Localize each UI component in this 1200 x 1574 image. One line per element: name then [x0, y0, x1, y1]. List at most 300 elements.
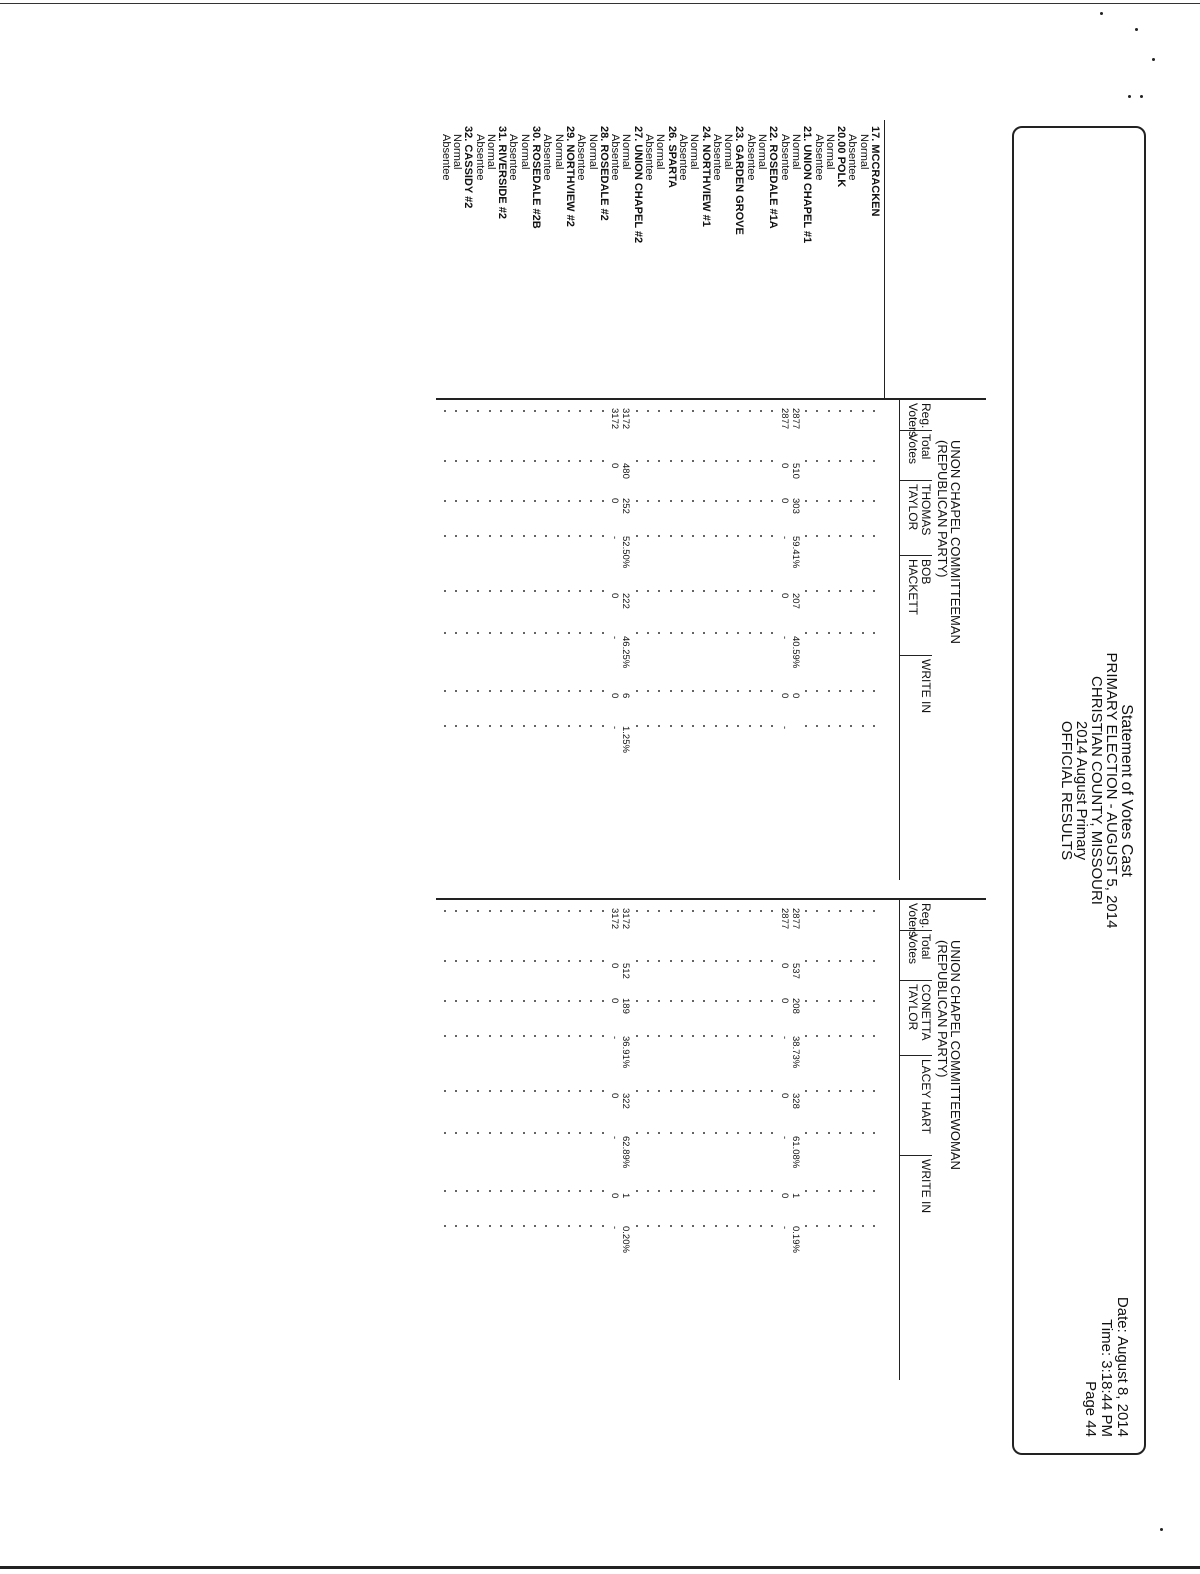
title-line: Statement of Votes Cast	[1118, 704, 1135, 877]
placeholder-dot	[681, 1035, 683, 1037]
placeholder-dot	[850, 1090, 852, 1092]
placeholder-dot	[602, 960, 604, 962]
result-row	[790, 400, 801, 880]
placeholder-dot	[749, 1132, 751, 1134]
placeholder-dot	[658, 725, 660, 727]
placeholder-dot	[862, 1000, 864, 1002]
placeholder-dot	[692, 1225, 694, 1227]
placeholder-dot	[500, 690, 502, 692]
placeholder-dot	[545, 535, 547, 537]
placeholder-dot	[568, 460, 570, 462]
placeholder-dot	[489, 725, 491, 727]
result-row	[812, 400, 823, 880]
placeholder-dot	[681, 910, 683, 912]
placeholder-dot	[511, 460, 513, 462]
placeholder-dot	[444, 632, 446, 634]
result-row	[541, 900, 552, 1380]
placeholder-dot	[636, 1000, 638, 1002]
placeholder-dot	[737, 1190, 739, 1192]
precinct-name: 17. MCCRACKEN	[869, 126, 881, 217]
result-row	[575, 400, 586, 880]
placeholder-dot	[862, 1035, 864, 1037]
placeholder-dot	[500, 535, 502, 537]
placeholder-dot	[828, 410, 830, 412]
precinct-subrow-label: Normal	[518, 134, 531, 170]
contest-title	[936, 440, 962, 644]
placeholder-dot	[726, 1000, 728, 1002]
placeholder-dot	[862, 1225, 864, 1227]
placeholder-dot	[523, 690, 525, 692]
placeholder-dot	[817, 460, 819, 462]
placeholder-dot	[670, 690, 672, 692]
placeholder-dot	[715, 725, 717, 727]
placeholder-dot	[805, 535, 807, 537]
placeholder-dot	[444, 590, 446, 592]
placeholder-dot	[737, 1225, 739, 1227]
result-value: 0	[609, 998, 621, 1004]
result-row	[665, 900, 676, 1380]
placeholder-dot	[478, 1190, 480, 1192]
placeholder-dot	[579, 1000, 581, 1002]
placeholder-dot	[715, 1132, 717, 1134]
result-row	[564, 400, 575, 880]
placeholder-dot	[670, 590, 672, 592]
precinct-subrow-label: Normal	[688, 134, 701, 170]
placeholder-dot	[862, 500, 864, 502]
result-row	[439, 400, 450, 880]
placeholder-dot	[557, 590, 559, 592]
placeholder-dot	[557, 410, 559, 412]
placeholder-dot	[455, 460, 457, 462]
placeholder-dot	[805, 410, 807, 412]
placeholder-dot	[670, 725, 672, 727]
result-row	[767, 900, 778, 1380]
precinct-subrow-label: Normal	[756, 134, 769, 170]
placeholder-dot	[771, 1000, 773, 1002]
result-value: 207	[789, 593, 801, 609]
placeholder-dot	[873, 1132, 875, 1134]
placeholder-dot	[444, 535, 446, 537]
placeholder-dot	[839, 1035, 841, 1037]
placeholder-dot	[704, 690, 706, 692]
result-value: 222	[620, 593, 632, 609]
result-value: 2877	[789, 908, 801, 930]
placeholder-dot	[771, 1035, 773, 1037]
precinct-subrow-label: Absentee	[778, 134, 791, 181]
placeholder-dot	[557, 1090, 559, 1092]
placeholder-dot	[602, 632, 604, 634]
result-row	[688, 900, 699, 1380]
placeholder-dot	[737, 1090, 739, 1092]
placeholder-dot	[715, 410, 717, 412]
placeholder-dot	[545, 500, 547, 502]
placeholder-dot	[534, 1190, 536, 1192]
placeholder-dot	[749, 1000, 751, 1002]
placeholder-dot	[873, 960, 875, 962]
result-row	[801, 900, 812, 1380]
result-value: -	[609, 726, 621, 730]
placeholder-dot	[839, 1000, 841, 1002]
result-row	[485, 400, 496, 880]
placeholder-dot	[692, 1035, 694, 1037]
placeholder-dot	[873, 1190, 875, 1192]
result-value: 3172	[620, 408, 632, 430]
placeholder-dot	[466, 910, 468, 912]
result-value: 1	[620, 1193, 632, 1199]
contest-title-line: UNON CHAPEL COMMITTEEMAN	[948, 440, 963, 644]
placeholder-dot	[681, 1225, 683, 1227]
placeholder-dot	[568, 1035, 570, 1037]
placeholder-dot	[602, 1225, 604, 1227]
column-header	[900, 1055, 932, 1134]
placeholder-dot	[704, 1132, 706, 1134]
placeholder-dot	[444, 410, 446, 412]
placeholder-dot	[466, 410, 468, 412]
placeholder-dot	[760, 1132, 762, 1134]
column-header-line: BOB	[919, 559, 933, 585]
placeholder-dot	[636, 535, 638, 537]
report-page-number: Page 44	[1082, 1381, 1099, 1437]
placeholder-dot	[500, 910, 502, 912]
placeholder-dot	[681, 1190, 683, 1192]
placeholder-dot	[828, 1090, 830, 1092]
placeholder-dot	[670, 632, 672, 634]
placeholder-dot	[466, 1035, 468, 1037]
result-row	[756, 400, 767, 880]
result-row	[790, 900, 801, 1380]
column-header	[900, 980, 932, 1040]
placeholder-dot	[749, 410, 751, 412]
placeholder-dot	[760, 1225, 762, 1227]
precinct-subrow-label: Normal	[857, 134, 870, 170]
placeholder-dot	[444, 1190, 446, 1192]
result-value: 0	[778, 1093, 790, 1099]
placeholder-dot	[591, 535, 593, 537]
placeholder-dot	[839, 460, 841, 462]
placeholder-dot	[681, 690, 683, 692]
placeholder-dot	[466, 690, 468, 692]
placeholder-dot	[602, 1035, 604, 1037]
placeholder-dot	[737, 460, 739, 462]
placeholder-dot	[850, 960, 852, 962]
placeholder-dot	[523, 960, 525, 962]
result-value: 0	[609, 463, 621, 469]
column-header-line: CONETTA	[919, 984, 933, 1041]
result-row	[564, 900, 575, 1380]
result-row	[778, 400, 789, 880]
result-value: 2877	[778, 408, 790, 430]
placeholder-dot	[545, 725, 547, 727]
placeholder-dot	[545, 1190, 547, 1192]
placeholder-dot	[670, 960, 672, 962]
placeholder-dot	[681, 460, 683, 462]
placeholder-dot	[466, 460, 468, 462]
placeholder-dot	[850, 1225, 852, 1227]
placeholder-dot	[737, 960, 739, 962]
contest-column-headers	[899, 900, 932, 1380]
result-row	[609, 900, 620, 1380]
placeholder-dot	[850, 910, 852, 912]
placeholder-dot	[726, 535, 728, 537]
result-row	[631, 900, 642, 1380]
placeholder-dot	[681, 500, 683, 502]
placeholder-dot	[545, 960, 547, 962]
column-header-line: WRITE IN	[919, 659, 933, 713]
precinct-subrow-label: Normal	[552, 134, 565, 170]
placeholder-dot	[760, 500, 762, 502]
placeholder-dot	[828, 1035, 830, 1037]
result-value: 512	[620, 963, 632, 979]
placeholder-dot	[704, 1035, 706, 1037]
result-value: 480	[620, 463, 632, 479]
result-value: 0	[609, 963, 621, 969]
precinct-subrow-label: Absentee	[473, 134, 486, 181]
placeholder-dot	[647, 725, 649, 727]
placeholder-dot	[591, 1132, 593, 1134]
placeholder-dot	[805, 460, 807, 462]
placeholder-dot	[500, 590, 502, 592]
placeholder-dot	[545, 590, 547, 592]
placeholder-dot	[692, 500, 694, 502]
result-value: 0	[778, 593, 790, 599]
placeholder-dot	[658, 1190, 660, 1192]
placeholder-dot	[681, 1090, 683, 1092]
placeholder-dot	[647, 460, 649, 462]
placeholder-dot	[534, 1035, 536, 1037]
placeholder-dot	[455, 410, 457, 412]
placeholder-dot	[568, 960, 570, 962]
placeholder-dot	[444, 1035, 446, 1037]
precinct-name: 30. ROSEDALE #2B	[530, 126, 543, 229]
placeholder-dot	[670, 1090, 672, 1092]
placeholder-dot	[478, 1132, 480, 1134]
placeholder-dot	[715, 590, 717, 592]
placeholder-dot	[704, 410, 706, 412]
result-value: 1	[789, 1193, 801, 1199]
placeholder-dot	[658, 1132, 660, 1134]
precinct-subrow-label: Absentee	[812, 134, 825, 181]
title-line: CHRISTIAN COUNTY, MISSOURI	[1088, 676, 1105, 905]
placeholder-dot	[466, 1000, 468, 1002]
placeholder-dot	[828, 535, 830, 537]
result-value: 46.25%	[620, 636, 632, 669]
placeholder-dot	[658, 960, 660, 962]
placeholder-dot	[862, 960, 864, 962]
precinct-name: 32. CASSIDY #2	[462, 126, 475, 209]
placeholder-dot	[726, 500, 728, 502]
result-value: 52.50%	[620, 536, 632, 569]
placeholder-dot	[670, 1190, 672, 1192]
placeholder-dot	[817, 1035, 819, 1037]
result-row	[462, 900, 473, 1380]
placeholder-dot	[647, 1090, 649, 1092]
result-row	[846, 400, 857, 880]
placeholder-dot	[873, 1225, 875, 1227]
result-row	[575, 900, 586, 1380]
placeholder-dot	[817, 1000, 819, 1002]
placeholder-dot	[828, 725, 830, 727]
result-row	[654, 900, 665, 1380]
placeholder-dot	[873, 690, 875, 692]
placeholder-dot	[670, 410, 672, 412]
placeholder-dot	[839, 1090, 841, 1092]
placeholder-dot	[455, 1035, 457, 1037]
precinct-subrow-label: Normal	[722, 134, 735, 170]
placeholder-dot	[760, 535, 762, 537]
column-header-line: HACKETT	[906, 559, 920, 616]
placeholder-dot	[636, 590, 638, 592]
result-value: 0	[609, 498, 621, 504]
placeholder-dot	[658, 1090, 660, 1092]
placeholder-dot	[715, 535, 717, 537]
placeholder-dot	[850, 632, 852, 634]
placeholder-dot	[647, 690, 649, 692]
result-row	[620, 400, 631, 880]
result-row	[857, 400, 868, 880]
placeholder-dot	[602, 1132, 604, 1134]
placeholder-dot	[591, 1035, 593, 1037]
placeholder-dot	[862, 410, 864, 412]
placeholder-dot	[568, 1190, 570, 1192]
placeholder-dot	[602, 460, 604, 462]
placeholder-dot	[817, 960, 819, 962]
precinct-subrow-label: Normal	[789, 134, 802, 170]
result-row	[778, 900, 789, 1380]
placeholder-dot	[444, 910, 446, 912]
precinct-subrow-label: Absentee	[846, 134, 859, 181]
result-row	[733, 400, 744, 880]
placeholder-dot	[636, 1225, 638, 1227]
placeholder-dot	[602, 500, 604, 502]
placeholder-dot	[455, 1225, 457, 1227]
placeholder-dot	[478, 1035, 480, 1037]
placeholder-dot	[500, 1035, 502, 1037]
placeholder-dot	[523, 460, 525, 462]
placeholder-dot	[511, 1225, 513, 1227]
precinct-subrow-label: Normal	[620, 134, 633, 170]
placeholder-dot	[568, 1132, 570, 1134]
placeholder-dot	[455, 725, 457, 727]
placeholder-dot	[681, 1000, 683, 1002]
placeholder-dot	[704, 535, 706, 537]
report-time: Time: 3:18:44 PM	[1098, 1319, 1115, 1437]
placeholder-dot	[523, 910, 525, 912]
placeholder-dot	[591, 1190, 593, 1192]
placeholder-dot	[839, 535, 841, 537]
placeholder-dot	[850, 535, 852, 537]
placeholder-dot	[760, 910, 762, 912]
placeholder-dot	[636, 690, 638, 692]
placeholder-dot	[704, 725, 706, 727]
placeholder-dot	[636, 1132, 638, 1134]
placeholder-dot	[839, 910, 841, 912]
placeholder-dot	[478, 1090, 480, 1092]
placeholder-dot	[658, 690, 660, 692]
result-row	[552, 400, 563, 880]
placeholder-dot	[545, 690, 547, 692]
placeholder-dot	[771, 690, 773, 692]
placeholder-dot	[523, 1225, 525, 1227]
placeholder-dot	[478, 725, 480, 727]
placeholder-dot	[817, 535, 819, 537]
placeholder-dot	[726, 410, 728, 412]
result-row	[631, 400, 642, 880]
precinct-subrow-label: Normal	[654, 134, 667, 170]
placeholder-dot	[636, 1035, 638, 1037]
placeholder-dot	[647, 960, 649, 962]
placeholder-dot	[557, 632, 559, 634]
placeholder-dot	[760, 410, 762, 412]
placeholder-dot	[828, 1000, 830, 1002]
placeholder-dot	[500, 725, 502, 727]
placeholder-dot	[579, 1090, 581, 1092]
placeholder-dot	[805, 960, 807, 962]
placeholder-dot	[681, 960, 683, 962]
result-value: -	[778, 536, 790, 540]
placeholder-dot	[839, 1225, 841, 1227]
placeholder-dot	[817, 410, 819, 412]
result-value: 61.08%	[789, 1136, 801, 1169]
result-value: 62.89%	[620, 1136, 632, 1169]
placeholder-dot	[591, 410, 593, 412]
placeholder-dot	[704, 632, 706, 634]
placeholder-dot	[489, 410, 491, 412]
placeholder-dot	[647, 1035, 649, 1037]
placeholder-dot	[658, 632, 660, 634]
placeholder-dot	[500, 632, 502, 634]
placeholder-dot	[828, 632, 830, 634]
placeholder-dot	[726, 1090, 728, 1092]
result-value: 2877	[778, 908, 790, 930]
placeholder-dot	[636, 410, 638, 412]
placeholder-dot	[692, 690, 694, 692]
placeholder-dot	[737, 1132, 739, 1134]
placeholder-dot	[579, 410, 581, 412]
result-row	[677, 900, 688, 1380]
placeholder-dot	[862, 590, 864, 592]
placeholder-dot	[489, 960, 491, 962]
placeholder-dot	[602, 910, 604, 912]
placeholder-dot	[805, 1035, 807, 1037]
placeholder-dot	[670, 1132, 672, 1134]
placeholder-dot	[489, 1000, 491, 1002]
placeholder-dot	[591, 632, 593, 634]
result-row	[439, 900, 450, 1380]
placeholder-dot	[545, 632, 547, 634]
placeholder-dot	[805, 725, 807, 727]
placeholder-dot	[545, 910, 547, 912]
result-row	[722, 400, 733, 880]
placeholder-dot	[534, 410, 536, 412]
placeholder-dot	[692, 535, 694, 537]
result-value: 0	[609, 593, 621, 599]
placeholder-dot	[862, 690, 864, 692]
placeholder-dot	[444, 1000, 446, 1002]
placeholder-dot	[478, 1225, 480, 1227]
placeholder-dot	[873, 500, 875, 502]
placeholder-dot	[839, 960, 841, 962]
placeholder-dot	[478, 960, 480, 962]
placeholder-dot	[771, 500, 773, 502]
result-row	[530, 400, 541, 880]
placeholder-dot	[591, 590, 593, 592]
placeholder-dot	[511, 1132, 513, 1134]
result-row	[835, 900, 846, 1380]
placeholder-dot	[704, 1000, 706, 1002]
placeholder-dot	[704, 960, 706, 962]
placeholder-dot	[737, 910, 739, 912]
column-header-line: TAYLOR	[906, 984, 920, 1031]
